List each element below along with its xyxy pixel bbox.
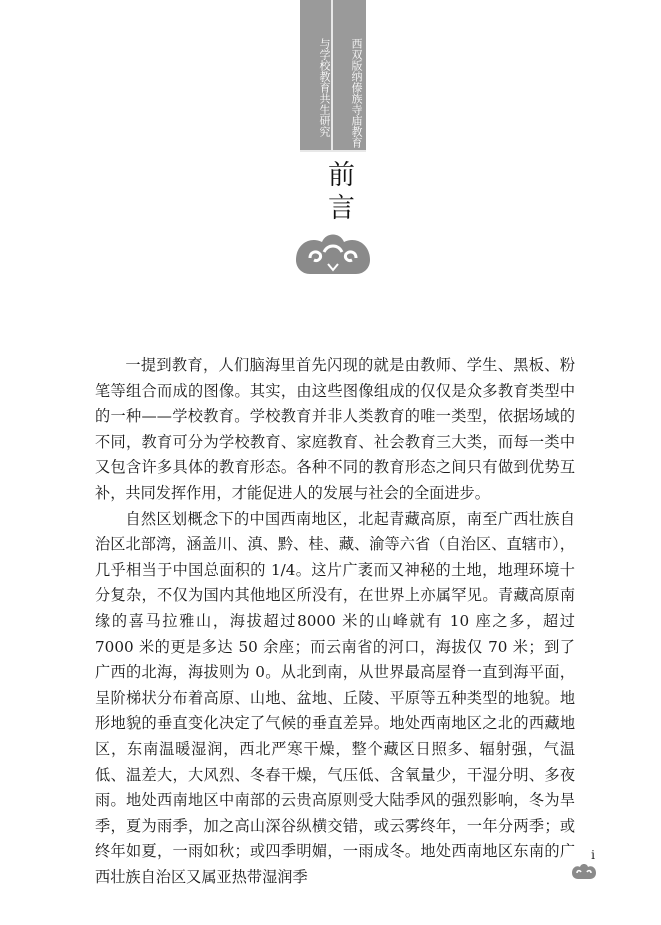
page-number: i xyxy=(591,848,595,862)
preface-body xyxy=(95,353,575,890)
paragraph-2: 自然区划概念下的中国西南地区，北起青藏高原，南至广西壮族自治区北部湾，涵盖川、滇、黔、桂、藏、渝等六省（自治区、直辖市），几乎相当于中国总面积的 1/4。这片广袤而又神秘的土地，地理环境十分复杂，不仅为国内其他地区所没有，在世界上亦属罕见。青藏高原南缘的喜马拉雅山，海拔超过8000 米的山峰就有 10 座之多，超过 7000 米的更是多达 50 余座；而云南省的河口，海拔仅 70 米；到了广西的北海，海拔则为 0。从北到南，从世界最高屋脊一直到海平面，呈阶梯状分布着高原、山地、盆地、丘陵、平原等五种类型的地貌。地形地貌的垂直变化决定了气候的垂直差异。地处西南地区之北的西藏地区，东南温暖湿润，西北严寒干燥，整个藏区日照多、辐射强，气温低、温差大，大风烈、冬春干燥，气压低、含氧量少，干湿分明、多夜雨。地处西南地区中南部的云贵高原则受大陆季风的强烈影响，冬为旱季，夏为雨季，加之高山深谷纵横交错，或云雾终年，一年分两季；或终年如夏，一雨如秋；或四季明媚，一雨成冬。地处西南地区东南的广西壮族自治区又属亚热带湿润季 xyxy=(95,509,575,886)
header-banner xyxy=(300,0,366,150)
paragraph-1: 一提到教育，人们脑海里首先闪现的就是由教师、学生、黑板、粉笔等组合而成的图像。其实，由这些图像组成的仅仅是众多教育类型中的一种——学校教育。学校教育并非人类教育的唯一类型，依据场域的不同，教育可分为学校教育、家庭教育、社会教育三大类，而每一类中又包含许多具体的教育形态。各种不同的教育形态之间只有做到优势互补，共同发挥作用，才能促进人的发展与社会的全面进步。 xyxy=(95,356,575,502)
page-title: 前言 xyxy=(323,160,354,226)
footer-cloud-icon xyxy=(570,862,598,884)
banner-title-line-1: 西双版纳傣族寺庙教育 xyxy=(350,38,363,148)
banner-bottom-rule xyxy=(300,150,366,152)
banner-title-line-2: 与学校教育共生研究 xyxy=(318,38,331,137)
cloud-ornament-icon xyxy=(292,230,374,282)
